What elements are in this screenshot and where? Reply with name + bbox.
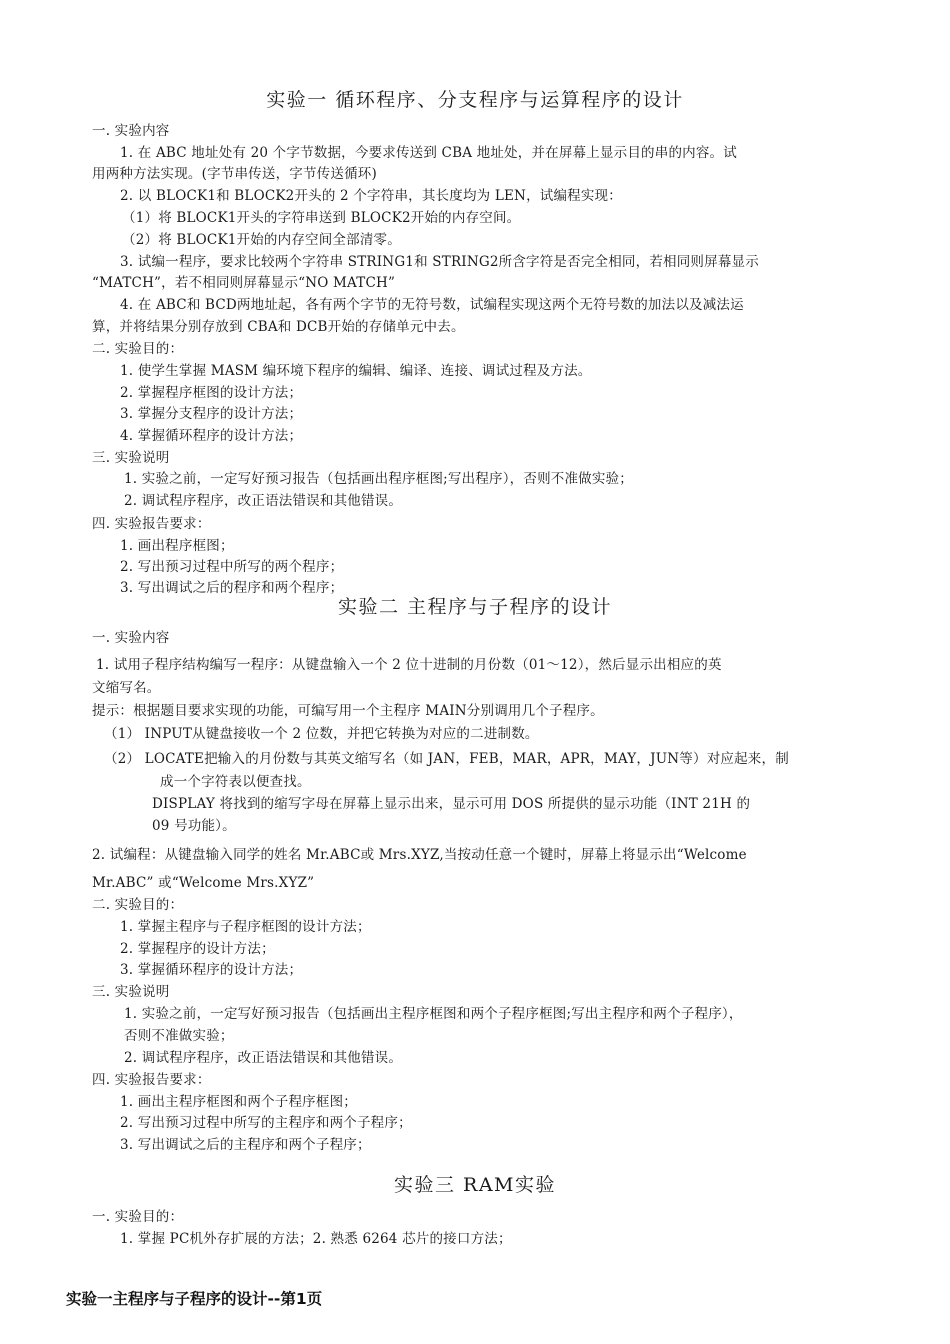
- exp2-goal3: 3. 掌握循环程序的设计方法；: [120, 962, 303, 978]
- exp1-item2-sub2: （2）将 BLOCK1开始的内存空间全部清零。: [122, 232, 401, 248]
- exp2-section-report: 四. 实验报告要求：: [92, 1072, 211, 1088]
- exp2-note1-line1: 1. 实验之前，一定写好预习报告（包括画出主程序框图和两个子程序框图;写出主程序和两个子程序），: [124, 1006, 743, 1022]
- exp2-hint-locate-line1: （2） LOCATE把输入的月份数与其英文缩写名（如 JAN，FEB，MAR，APR，MAY，JUN等）对应起来，制: [104, 751, 789, 767]
- exp3-goal1: 1. 掌握 PC机外存扩展的方法；2. 熟悉 6264 芯片的接口方法；: [120, 1231, 512, 1247]
- exp1-section-goals: 二. 实验目的：: [92, 341, 184, 357]
- exp2-hint-input: （1） INPUT从键盘接收一个 2 位数，并把它转换为对应的二进制数。: [104, 726, 539, 742]
- exp2-section-notes: 三. 实验说明: [92, 984, 170, 1000]
- exp1-item1-line2: 用两种方法实现。(字节串传送，字节传送循环): [92, 166, 377, 182]
- exp2-hint: 提示：根据题目要求实现的功能，可编写用一个主程序 MAIN分别调用几个子程序。: [92, 703, 604, 719]
- exp2-item1-line1: 1. 试用子程序结构编写一程序：从键盘输入一个 2 位十进制的月份数（01～12），然后显示出相应的英: [96, 657, 722, 673]
- exp1-section-content: 一. 实验内容: [92, 123, 170, 139]
- exp1-goal4: 4. 掌握循环程序的设计方法；: [120, 428, 303, 444]
- exp2-hint-display-line2: 09 号功能）。: [152, 818, 236, 834]
- exp1-goal1: 1. 使学生掌握 MASM 编环境下程序的编辑、编译、连接、调试过程及方法。: [120, 363, 592, 379]
- exp1-item4-line2: 算，并将结果分别存放到 CBA和 DCB开始的存储单元中去。: [92, 319, 465, 335]
- exp1-note1: 1. 实验之前，一定写好预习报告（包括画出程序框图;写出程序），否则不准做实验；: [124, 471, 633, 487]
- exp1-item3-line1: 3. 试编一程序，要求比较两个字符串 STRING1和 STRING2所含字符是否完全相同，若相同则屏幕显示: [120, 254, 759, 270]
- exp1-report2: 2. 写出预习过程中所写的两个程序；: [120, 559, 344, 575]
- exp1-item2: 2. 以 BLOCK1和 BLOCK2开头的 2 个字符串，其长度均为 LEN，试编程实现：: [120, 188, 622, 204]
- exp2-hint-display-line1: DISPLAY 将找到的缩写字母在屏幕上显示出来，显示可用 DOS 所提供的显示功能（INT 21H 的: [152, 796, 751, 812]
- exp3-title: 实验三 RAM实验: [393, 1174, 557, 1196]
- exp2-item1-line2: 文缩写名。: [92, 680, 161, 696]
- exp2-title: 实验二 主程序与子程序的设计: [337, 596, 613, 618]
- exp2-goal2: 2. 掌握程序的设计方法；: [120, 941, 275, 957]
- exp1-section-report: 四. 实验报告要求：: [92, 516, 211, 532]
- exp1-title: 实验一 循环程序、分支程序与运算程序的设计: [266, 89, 684, 111]
- exp2-goal1: 1. 掌握主程序与子程序框图的设计方法；: [120, 919, 371, 935]
- exp1-report3: 3. 写出调试之后的程序和两个程序；: [120, 580, 344, 596]
- exp1-goal2: 2. 掌握程序框图的设计方法；: [120, 385, 303, 401]
- exp2-section-content: 一. 实验内容: [92, 630, 170, 646]
- exp1-item2-sub1: （1）将 BLOCK1开头的字符串送到 BLOCK2开始的内存空间。: [122, 210, 521, 226]
- exp2-hint-locate-line2: 成一个字符表以便查找。: [160, 774, 311, 790]
- exp2-note1-line2: 否则不准做实验；: [124, 1028, 234, 1044]
- exp2-report2: 2. 写出预习过程中所写的主程序和两个子程序；: [120, 1115, 412, 1131]
- exp2-item2-line2: Mr.ABC” 或“Welcome Mrs.XYZ”: [92, 875, 315, 891]
- exp1-goal3: 3. 掌握分支程序的设计方法；: [120, 406, 303, 422]
- exp2-section-goals: 二. 实验目的：: [92, 897, 184, 913]
- page-footer: 实验一主程序与子程序的设计--第1页: [66, 1290, 323, 1308]
- exp2-item2-line1: 2. 试编程：从键盘输入同学的姓名 Mr.ABC或 Mrs.XYZ,当按动任意一个键时，屏幕上将显示出“Welcome: [92, 847, 747, 863]
- exp1-item4-line1: 4. 在 ABC和 BCD两地址起，各有两个字节的无符号数，试编程实现这两个无符号数的加法以及减法运: [120, 297, 744, 313]
- exp3-section-goals: 一. 实验目的：: [92, 1209, 184, 1225]
- exp1-report1: 1. 画出程序框图；: [120, 538, 234, 554]
- exp1-item3-line2: “MATCH”，若不相同则屏幕显示“NO MATCH”: [92, 275, 396, 291]
- exp1-section-notes: 三. 实验说明: [92, 450, 170, 466]
- exp2-report1: 1. 画出主程序框图和两个子程序框图；: [120, 1094, 357, 1110]
- exp1-item1-line1: 1. 在 ABC 地址处有 20 个字节数据，今要求传送到 CBA 地址处，并在屏幕上显示目的串的内容。试: [120, 145, 737, 161]
- exp2-note2: 2. 调试程序程序，改正语法错误和其他错误。: [124, 1050, 403, 1066]
- exp1-note2: 2. 调试程序程序，改正语法错误和其他错误。: [124, 493, 403, 509]
- exp2-report3: 3. 写出调试之后的主程序和两个子程序；: [120, 1137, 371, 1153]
